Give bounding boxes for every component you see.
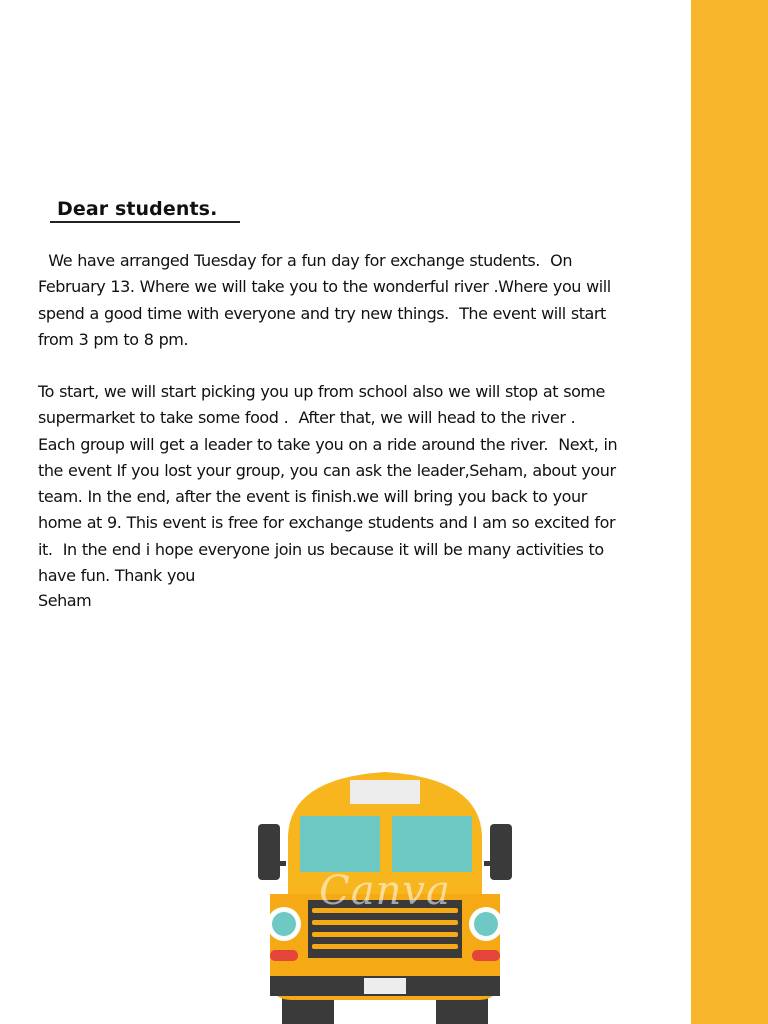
paragraph-line: home at 9. This event is free for exchange students and I am so excited for	[38, 513, 616, 533]
paragraph-line: spend a good time with everyone and try new things. The event will start	[38, 303, 606, 323]
letter-signature: Seham	[38, 591, 92, 610]
heading-underline	[50, 221, 240, 223]
letter-paragraph-2	[38, 379, 663, 589]
paragraph-line: team. In the end, after the event is finish.we will bring you back to your	[38, 487, 587, 507]
watermark-text: Canva	[319, 868, 451, 914]
side-accent-stripe	[691, 0, 768, 1024]
school-bus-icon	[250, 766, 520, 1024]
paragraph-line: February 13. Where we will take you to the wonderful river .Where you will	[38, 277, 611, 297]
paragraph-line: supermarket to take some food . After that, we will head to the river .	[38, 408, 576, 428]
letter-heading: Dear students.	[57, 198, 218, 220]
paragraph-line: To start, we will start picking you up from school also we will stop at some	[38, 382, 605, 401]
paragraph-line: have fun. Thank you	[38, 566, 195, 586]
paragraph-line: from 3 pm to 8 pm.	[38, 329, 189, 349]
paragraph-line: the event If you lost your group, you can ask the leader,Seham, about your	[38, 460, 616, 480]
paragraph-line: it. In the end i hope everyone join us because it will be many activities to	[38, 539, 604, 559]
paragraph-line: Each group will get a leader to take you on a ride around the river. Next, in	[38, 434, 618, 454]
paragraph-line: We have arranged Tuesday for a fun day for exchange students. On	[38, 251, 573, 270]
letter-paragraph-1	[38, 248, 663, 353]
